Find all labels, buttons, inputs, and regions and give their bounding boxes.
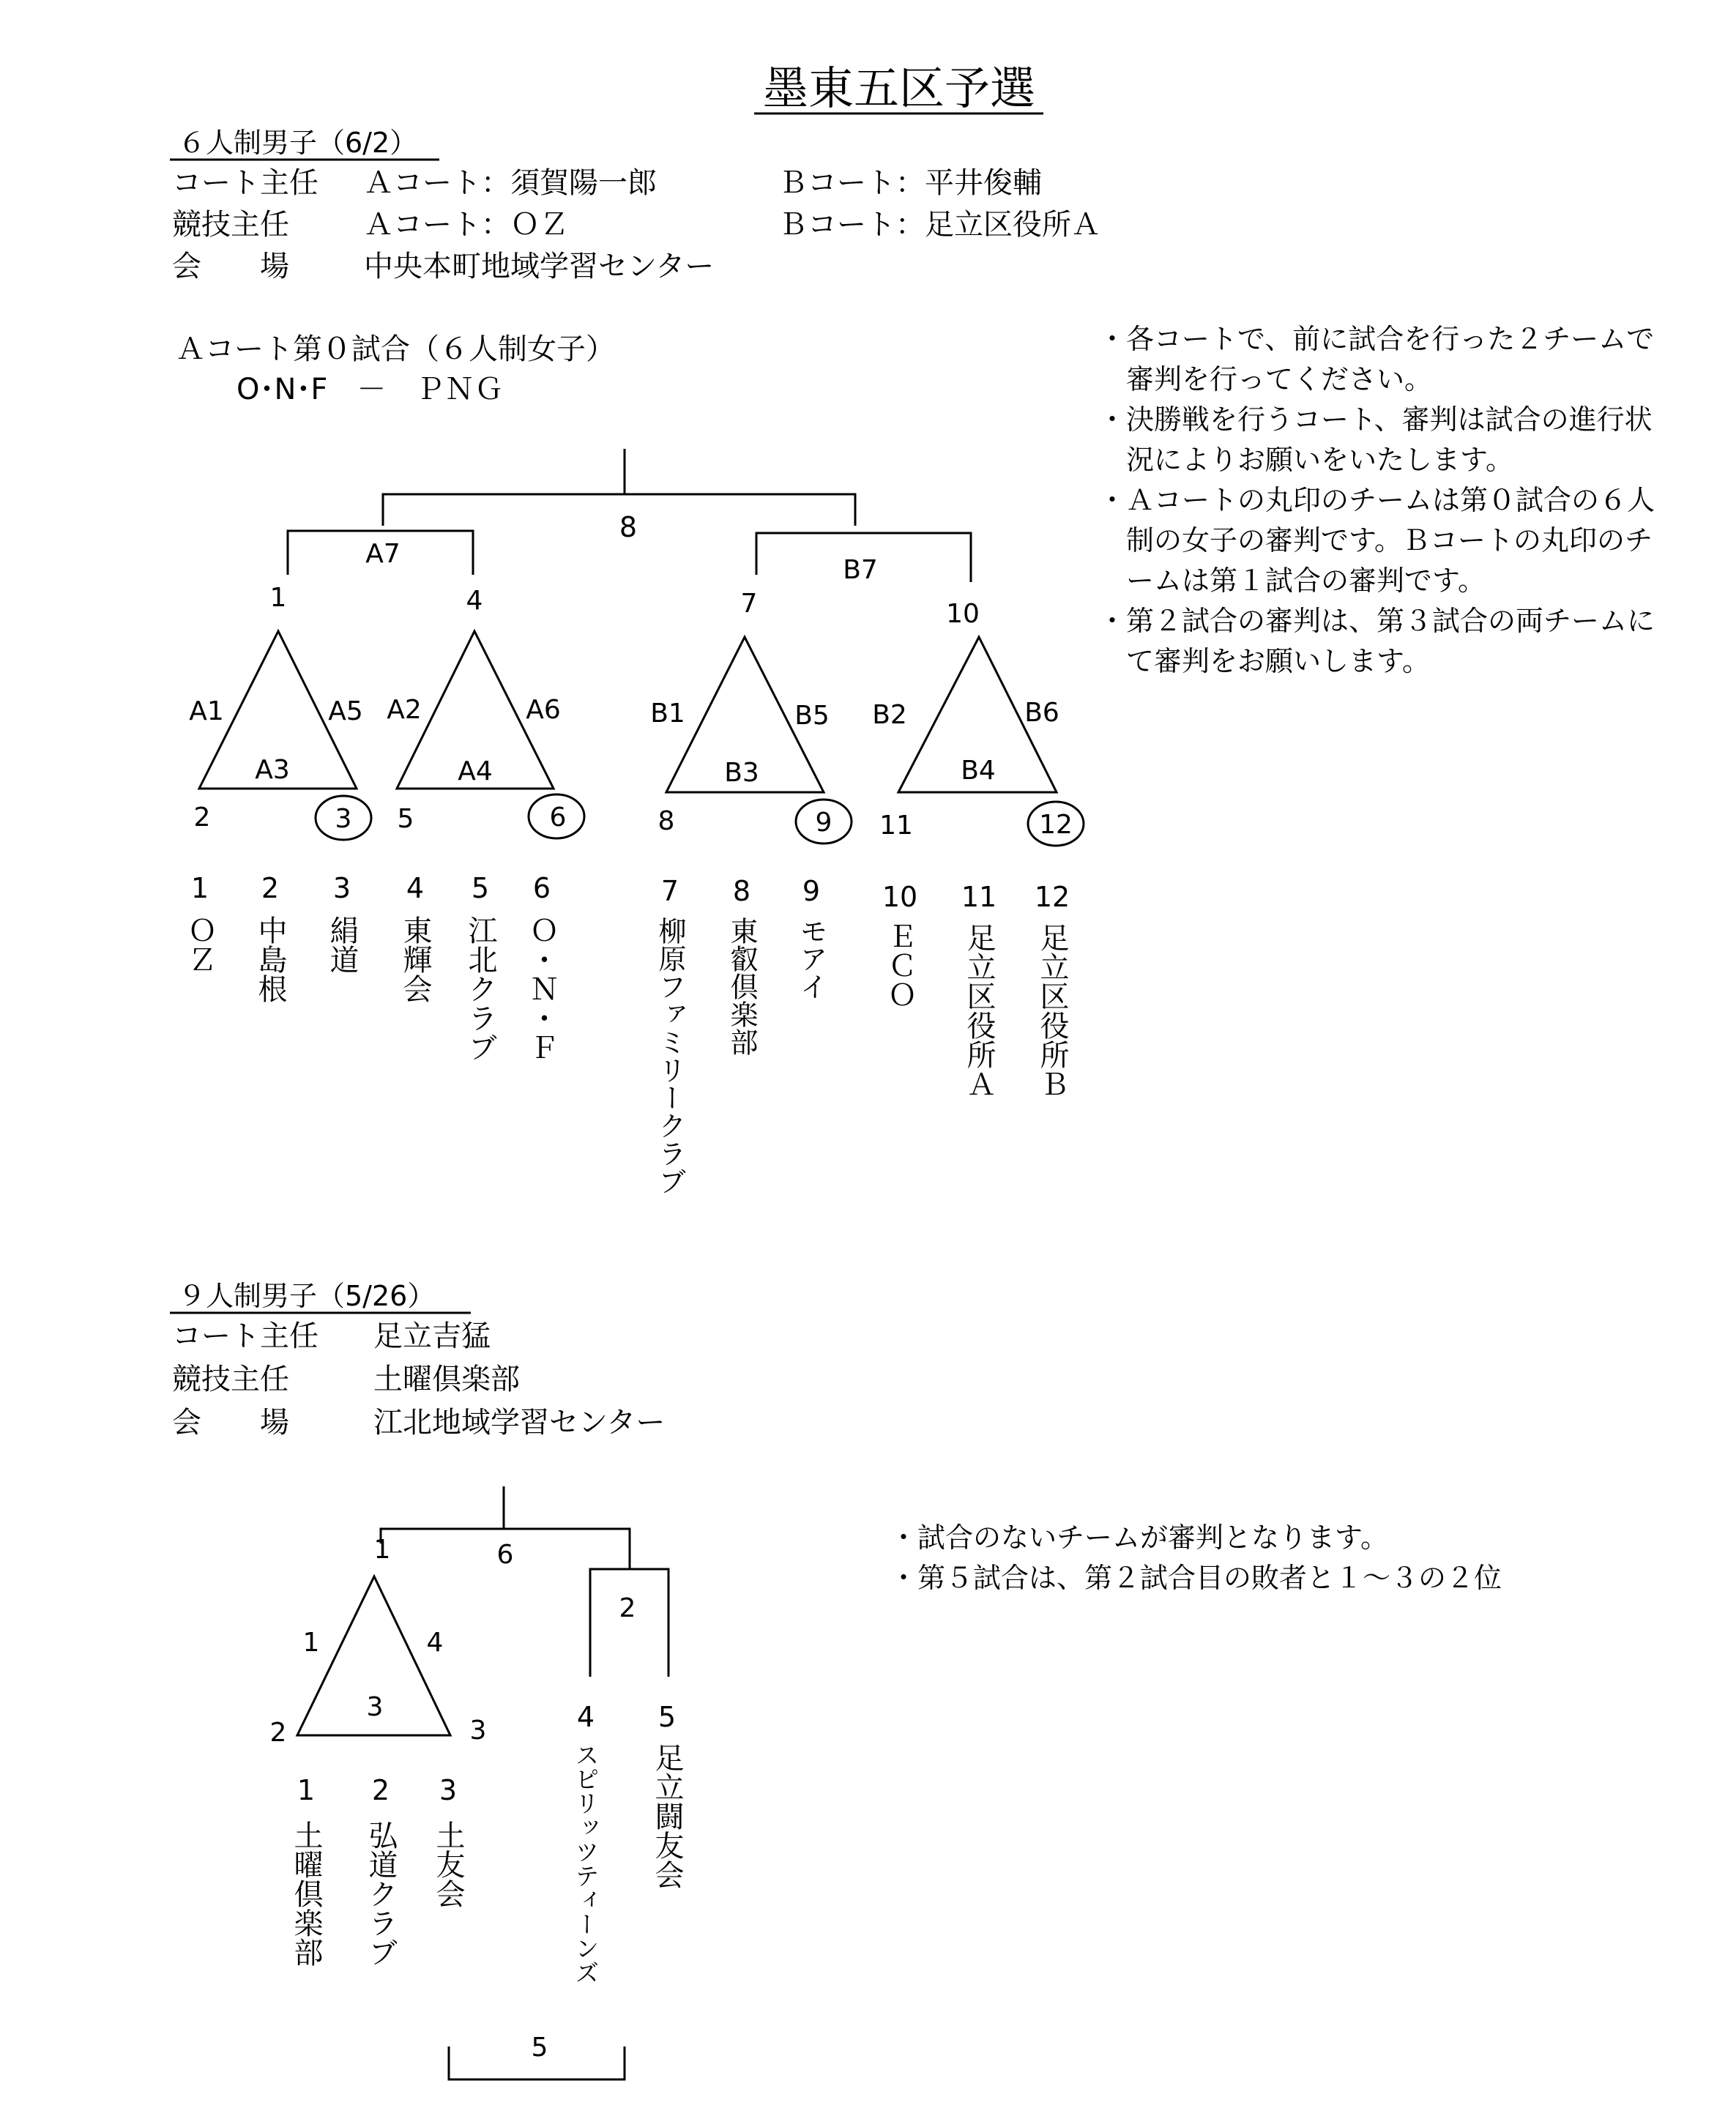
group-bottom-left-number: 11	[879, 811, 913, 841]
six-heading: ６人制男子（6/2）	[178, 127, 418, 159]
group-bottom-match: A4	[458, 756, 493, 786]
team-number: 1	[297, 1774, 316, 1806]
group-bottom-right-number: 12	[1039, 810, 1073, 840]
group-top-number: 1	[269, 583, 287, 613]
nine-tri-right: 4	[426, 1628, 444, 1658]
team-name: モアイ	[795, 917, 827, 1000]
team-number: 3	[439, 1774, 458, 1806]
team-number: 8	[732, 875, 751, 907]
group-top-number: 4	[466, 586, 483, 616]
six-note-line: ・各コートで、前に試合を行った２チームで	[1098, 323, 1655, 355]
group-bottom-left-number: 8	[657, 806, 675, 836]
list-item	[650, 1701, 684, 1890]
group-bottom-left-number: 2	[193, 802, 211, 833]
group-bottom-left-number: 5	[397, 804, 414, 834]
team-number: 3	[332, 872, 351, 904]
six-court-chief-label: コート主任	[172, 166, 318, 200]
team-name: 江北クラブ	[463, 915, 497, 1062]
six-note-line: て審判をお願いします。	[1098, 645, 1430, 677]
team-name: スピリッツティーンズ	[571, 1743, 600, 1984]
group-bottom-right-number: 6	[549, 802, 567, 833]
nine-team-list	[289, 1701, 684, 1984]
six-venue-value: 中央本町地域学習センター	[364, 250, 715, 283]
team-number: 7	[660, 875, 679, 907]
final-match-number: 8	[619, 511, 638, 543]
list-item	[398, 872, 432, 1004]
nine-venue-value: 江北地域学習センター	[373, 1406, 666, 1440]
group-bottom-right-number: 3	[335, 804, 352, 834]
group-left-match: B2	[872, 700, 907, 730]
group-bottom-match: B4	[961, 756, 996, 786]
nine-tri-bottom: 3	[366, 1692, 384, 1722]
team-name: Ｏ・Ｎ・Ｆ	[525, 915, 559, 1062]
group-bottom-match: B3	[724, 758, 759, 788]
nine-note-line: ・第５試合は、第２試合目の敗者と１～３の２位	[890, 1562, 1502, 1594]
list-item	[795, 875, 827, 1000]
list-item	[364, 1774, 398, 1967]
team-name: 土友会	[431, 1820, 465, 1908]
team-name: 弘道クラブ	[364, 1820, 398, 1967]
six-court-chief-a: Ａコート：須賀陽一郎	[364, 166, 657, 200]
nine-tech-chief-label: 競技主任	[172, 1363, 289, 1396]
group-top-number: 10	[946, 599, 980, 629]
list-item	[431, 1774, 465, 1909]
nine-bracket	[270, 1486, 668, 2079]
six-tech-chief-b: Ｂコート：足立区役所Ａ	[778, 208, 1100, 242]
team-name: 東叡倶楽部	[726, 917, 758, 1056]
nine-notes	[890, 1522, 1502, 1594]
team-number: 2	[371, 1774, 390, 1806]
nine-tri-bottom-right: 3	[469, 1716, 487, 1746]
match0-teams: O･N･F － ＰＮＧ	[236, 373, 504, 406]
six-note-line: 審判を行ってください。	[1098, 363, 1433, 395]
list-item	[325, 872, 359, 974]
group-left-match: A2	[387, 695, 422, 725]
six-tech-chief-label: 競技主任	[172, 208, 289, 242]
team-number: 4	[406, 872, 425, 904]
six-note-line: 制の女子の審判です。Ｂコートの丸印のチ	[1098, 524, 1653, 556]
list-item	[654, 875, 686, 1195]
six-note-line: ームは第１試合の審判です。	[1098, 565, 1486, 597]
team-name: 土曜倶楽部	[289, 1820, 323, 1967]
six-note-line: ・決勝戦を行うコート、審判は試合の進行状	[1098, 403, 1653, 436]
team-number: 10	[882, 881, 918, 913]
nine-tri-top: 1	[373, 1535, 391, 1565]
list-item	[961, 881, 996, 1098]
semi-b-label: B7	[843, 555, 878, 585]
group-right-match: B6	[1024, 698, 1059, 728]
group-left-match: A1	[189, 696, 224, 726]
team-name: 東輝会	[398, 915, 432, 1003]
team-number: 9	[802, 875, 821, 907]
group-bottom-match: A3	[255, 755, 290, 785]
team-number: 5	[657, 1701, 677, 1733]
six-note-line: ・Ａコートの丸印のチームは第０試合の６人	[1098, 484, 1655, 516]
page-title: 墨東五区予選	[762, 62, 1036, 115]
team-name: ＥＣＯ	[883, 921, 917, 1009]
nine-venue-label: 会 場	[172, 1406, 289, 1440]
six-venue-label: 会 場	[172, 250, 289, 283]
group-right-match: A5	[328, 696, 363, 726]
list-item	[289, 1774, 323, 1967]
group-top-number: 7	[740, 589, 758, 619]
list-item	[1035, 881, 1070, 1098]
nine-final-number: 6	[496, 1540, 514, 1570]
team-number: 2	[261, 872, 280, 904]
list-item	[463, 872, 497, 1062]
nine-pair-match: 2	[619, 1593, 636, 1623]
six-note-line: ・第２試合の審判は、第３試合の両チームに	[1098, 605, 1655, 637]
list-item	[726, 875, 758, 1056]
team-name: 柳原ファミリークラブ	[654, 917, 686, 1195]
group-right-match: A6	[526, 695, 561, 725]
team-name: 足立区役所Ｂ	[1035, 923, 1069, 1098]
semi-a-label: A7	[365, 539, 401, 569]
six-bracket	[189, 449, 1084, 846]
nine-tri-bottom-left: 2	[269, 1718, 287, 1748]
team-number: 1	[190, 872, 209, 904]
six-notes	[1098, 323, 1655, 677]
six-team-list	[183, 872, 1070, 1195]
list-item	[183, 872, 217, 974]
group-right-match: B5	[794, 701, 830, 731]
team-number: 11	[961, 881, 997, 913]
nine-court-chief-value: 足立吉猛	[373, 1319, 491, 1353]
team-name: 絹道	[325, 915, 359, 974]
team-name: ＯＺ	[183, 915, 217, 974]
nine-consolation-match: 5	[531, 2033, 548, 2063]
team-number: 4	[576, 1701, 595, 1733]
six-court-chief-b: Ｂコート：平井俊輔	[778, 166, 1042, 200]
group-bottom-right-number: 9	[815, 808, 832, 838]
list-item	[882, 881, 917, 1009]
team-name: 足立区役所Ａ	[962, 923, 996, 1098]
six-tech-chief-a: Ａコート：ＯＺ	[364, 208, 569, 242]
six-note-line: 況によりお願いをいたします。	[1098, 444, 1513, 476]
team-number: 12	[1034, 881, 1070, 913]
nine-note-line: ・試合のないチームが審判となります。	[890, 1522, 1388, 1554]
nine-court-chief-label: コート主任	[172, 1319, 318, 1353]
list-item	[572, 1701, 600, 1984]
team-number: 5	[471, 872, 490, 904]
match0-title: Ａコート第０試合（６人制女子）	[176, 332, 615, 366]
team-name: 中島根	[253, 915, 287, 1003]
team-number: 6	[532, 872, 551, 904]
list-item	[525, 872, 559, 1062]
team-name: 足立闘友会	[650, 1743, 684, 1889]
nine-tech-chief-value: 土曜倶楽部	[373, 1363, 520, 1396]
group-left-match: B1	[650, 699, 685, 729]
nine-heading: ９人制男子（5/26）	[178, 1280, 436, 1312]
nine-tri-left: 1	[302, 1628, 320, 1658]
list-item	[253, 872, 287, 1003]
